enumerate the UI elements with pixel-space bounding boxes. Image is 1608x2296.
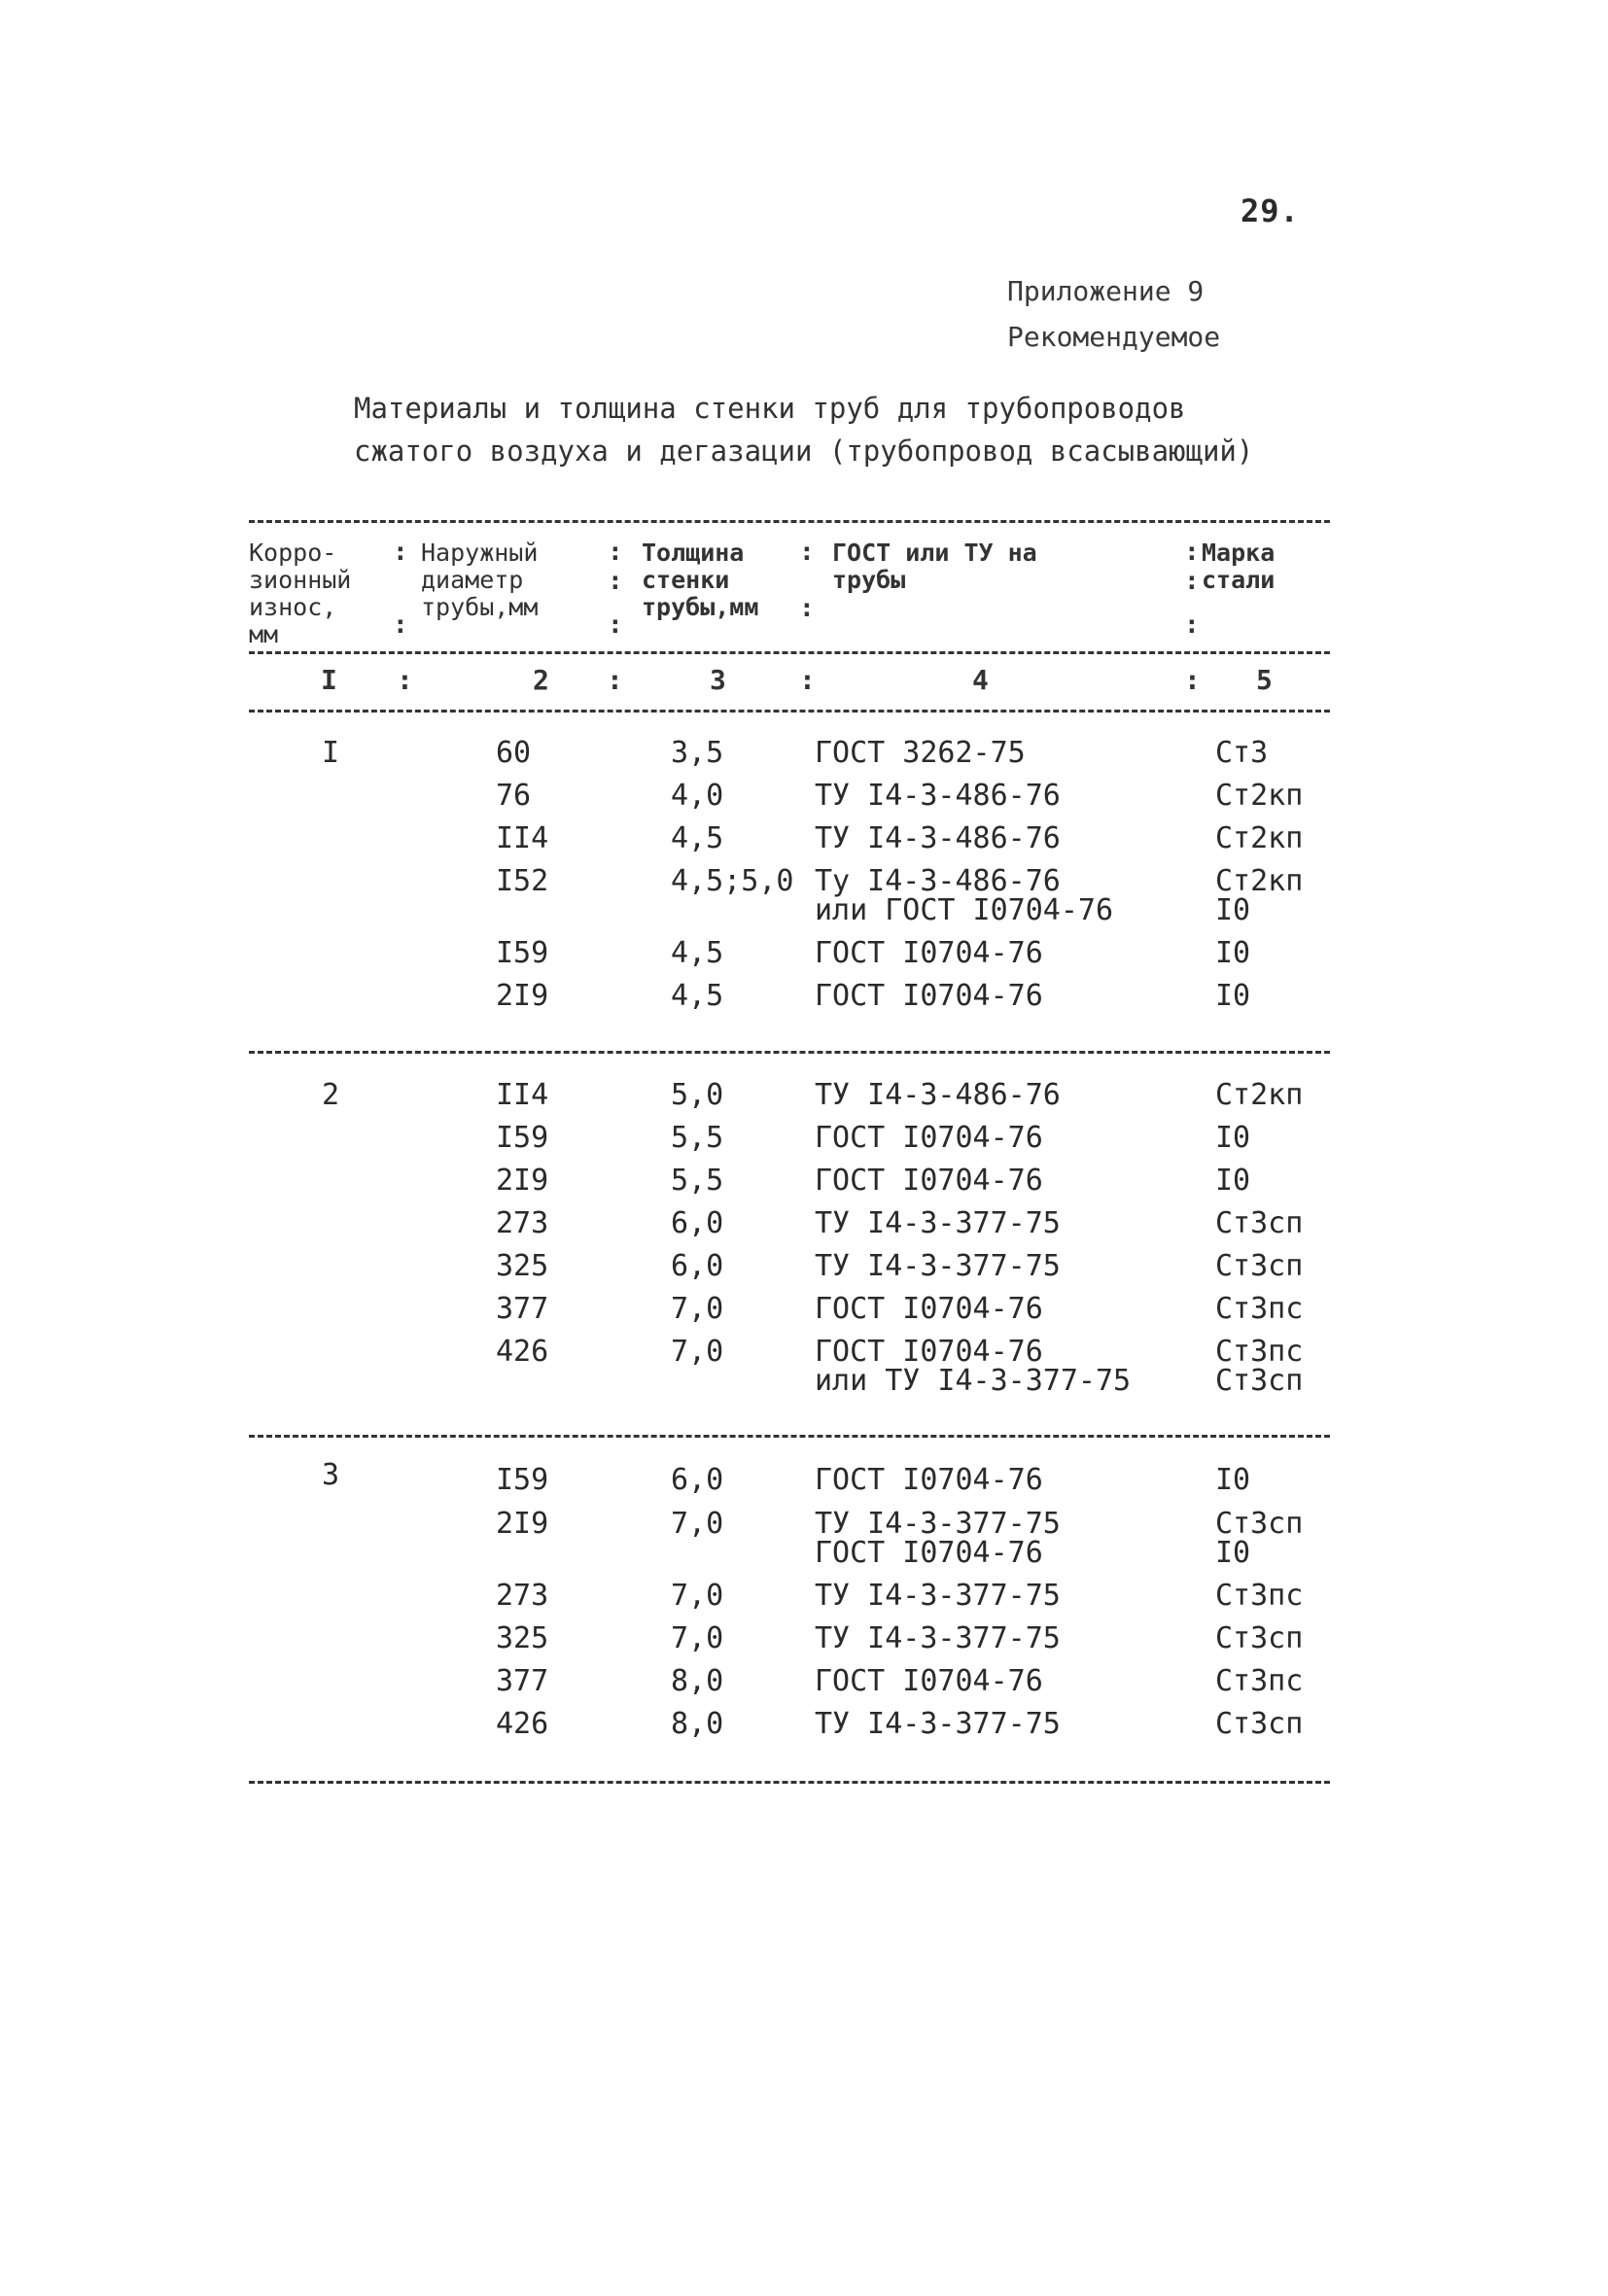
diameter-cell: I59 (496, 1121, 549, 1155)
steel-cell: Ст3сп (1215, 1707, 1304, 1741)
diameter-cell: I52 (496, 864, 549, 898)
header-separator: : (608, 538, 623, 567)
thickness-cell: 7,0 (671, 1621, 724, 1655)
table-top-rule (249, 520, 1330, 523)
standard-cell: ГОСТ I0704-76 (815, 1164, 1043, 1198)
standard-cell-line-2: или ТУ I4-3-377-75 (815, 1364, 1132, 1398)
steel-cell: I0 (1215, 979, 1251, 1013)
steel-cell: Ст3пс (1215, 1579, 1304, 1613)
column-number-separator: : (799, 664, 816, 696)
steel-cell-line-2: Ст3сп (1215, 1364, 1304, 1398)
column-number-4: 4 (972, 664, 989, 696)
diameter-cell: II4 (496, 1078, 549, 1112)
thickness-cell: 8,0 (671, 1664, 724, 1698)
steel-cell: Ст2кп (1215, 1078, 1304, 1112)
diameter-cell: 2I9 (496, 1507, 549, 1541)
standard-cell: ТУ I4-3-377-75 (815, 1579, 1061, 1613)
standard-cell: ТУ I4-3-377-75 (815, 1249, 1061, 1283)
table-bottom-rule (249, 1781, 1330, 1784)
standard-cell: ГОСТ I0704-76 (815, 979, 1043, 1013)
diameter-cell: 325 (496, 1621, 549, 1655)
column-number-separator: : (607, 664, 623, 696)
header-bottom-rule (249, 651, 1330, 654)
standard-cell: ТУ I4-3-377-75 (815, 1206, 1061, 1240)
header-steel-grade: Марка стали (1202, 539, 1276, 594)
thickness-cell: 5,0 (671, 1078, 724, 1112)
thickness-cell: 7,0 (671, 1292, 724, 1326)
wear-group-3: 3 (321, 1458, 340, 1492)
thickness-cell: 5,5 (671, 1164, 724, 1198)
page-number: 29. (1241, 192, 1300, 229)
header-wall-thickness: Толщина стенки трубы,мм (642, 539, 759, 621)
thickness-cell: 5,5 (671, 1121, 724, 1155)
thickness-cell: 7,0 (671, 1335, 724, 1369)
diameter-cell: 273 (496, 1206, 549, 1240)
steel-cell-line-2: I0 (1215, 893, 1251, 927)
diameter-cell: II4 (496, 821, 549, 855)
thickness-cell: 4,0 (671, 779, 724, 813)
header-separator: : (393, 610, 408, 640)
group-separator-rule (249, 1435, 1330, 1438)
header-outer-diameter: Наружный диаметр трубы,мм (421, 539, 539, 621)
steel-cell: Ст2кп (1215, 821, 1304, 855)
thickness-cell: 4,5 (671, 936, 724, 970)
thickness-cell: 4,5 (671, 821, 724, 855)
standard-cell: ГОСТ I0704-76 (815, 1292, 1043, 1326)
appendix-label: Приложение 9 (1007, 275, 1205, 307)
wear-group-1: I (321, 736, 340, 770)
standard-cell: ТУ I4-3-486-76 (815, 779, 1061, 813)
header-separator: : (608, 610, 623, 640)
steel-cell: Ст3пс (1215, 1664, 1304, 1698)
column-number-separator: : (397, 664, 413, 696)
header-separator: : (608, 567, 623, 596)
header-separator: : (1184, 567, 1200, 596)
header-separator: : (799, 594, 815, 623)
steel-cell: Ст3сп (1215, 1621, 1304, 1655)
steel-cell: Ст3сп (1215, 1206, 1304, 1240)
table-title-line-1: Материалы и толщина стенки труб для трубопроводов (354, 392, 1186, 425)
steel-cell: I0 (1215, 1121, 1251, 1155)
column-number-5: 5 (1256, 664, 1273, 696)
diameter-cell: 2I9 (496, 1164, 549, 1198)
thickness-cell: 4,5;5,0 (671, 864, 794, 898)
steel-cell-line-2: I0 (1215, 1536, 1251, 1570)
diameter-cell: I59 (496, 1463, 549, 1497)
thickness-cell: 8,0 (671, 1707, 724, 1741)
standard-cell: ГОСТ 3262-75 (815, 736, 1026, 770)
steel-cell: Ст3 (1215, 736, 1269, 770)
diameter-cell: 273 (496, 1579, 549, 1613)
thickness-cell: 6,0 (671, 1463, 724, 1497)
header-separator: : (1184, 538, 1200, 567)
diameter-cell: 377 (496, 1664, 549, 1698)
column-numbers-bottom-rule (249, 710, 1330, 713)
diameter-cell: 76 (496, 779, 532, 813)
diameter-cell: 377 (496, 1292, 549, 1326)
header-corrosion-wear: Корро- зионный износ, мм (249, 539, 352, 648)
thickness-cell: 7,0 (671, 1579, 724, 1613)
thickness-cell: 4,5 (671, 979, 724, 1013)
column-number-3: 3 (710, 664, 726, 696)
diameter-cell: 426 (496, 1335, 549, 1369)
diameter-cell: 2I9 (496, 979, 549, 1013)
steel-cell: I0 (1215, 1164, 1251, 1198)
group-separator-rule (249, 1051, 1330, 1054)
steel-cell: Ст2кп (1215, 864, 1304, 898)
header-separator: : (799, 538, 815, 567)
steel-cell: Ст3сп (1215, 1249, 1304, 1283)
column-number-2: 2 (533, 664, 549, 696)
standard-cell: ГОСТ I0704-76 (815, 936, 1043, 970)
header-standard: ГОСТ или ТУ на трубы (832, 539, 1037, 594)
diameter-cell: 426 (496, 1707, 549, 1741)
standard-cell: ГОСТ I0704-76 (815, 1664, 1043, 1698)
diameter-cell: I59 (496, 936, 549, 970)
steel-cell: I0 (1215, 936, 1251, 970)
steel-cell: Ст3пс (1215, 1292, 1304, 1326)
thickness-cell: 7,0 (671, 1507, 724, 1541)
thickness-cell: 6,0 (671, 1206, 724, 1240)
standard-cell: ГОСТ I0704-76 (815, 1463, 1043, 1497)
standard-cell-line-2: ГОСТ I0704-76 (815, 1536, 1043, 1570)
thickness-cell: 3,5 (671, 736, 724, 770)
standard-cell: ТУ I4-3-377-75 (815, 1707, 1061, 1741)
thickness-cell: 6,0 (671, 1249, 724, 1283)
standard-cell: ГОСТ I0704-76 (815, 1121, 1043, 1155)
steel-cell: Ст3пс (1215, 1335, 1304, 1369)
steel-cell: Ст3сп (1215, 1507, 1304, 1541)
table-title-line-2: сжатого воздуха и дегазации (трубопровод всасывающий) (354, 435, 1254, 468)
standard-cell: ТУ I4-3-377-75 (815, 1507, 1061, 1541)
steel-cell: Ст2кп (1215, 779, 1304, 813)
steel-cell: I0 (1215, 1463, 1251, 1497)
diameter-cell: 60 (496, 736, 532, 770)
column-number-separator: : (1184, 664, 1201, 696)
diameter-cell: 325 (496, 1249, 549, 1283)
recommendation-status: Рекомендуемое (1007, 321, 1221, 353)
header-separator: : (393, 538, 408, 567)
wear-group-2: 2 (321, 1078, 340, 1112)
header-separator: : (1184, 610, 1200, 640)
standard-cell: ТУ I4-3-377-75 (815, 1621, 1061, 1655)
standard-cell-line-2: или ГОСТ I0704-76 (815, 893, 1114, 927)
standard-cell: ГОСТ I0704-76 (815, 1335, 1043, 1369)
standard-cell: ТУ I4-3-486-76 (815, 821, 1061, 855)
standard-cell: ТУ I4-3-486-76 (815, 1078, 1061, 1112)
column-number-1: I (321, 664, 337, 696)
standard-cell: Ту I4-3-486-76 (815, 864, 1061, 898)
